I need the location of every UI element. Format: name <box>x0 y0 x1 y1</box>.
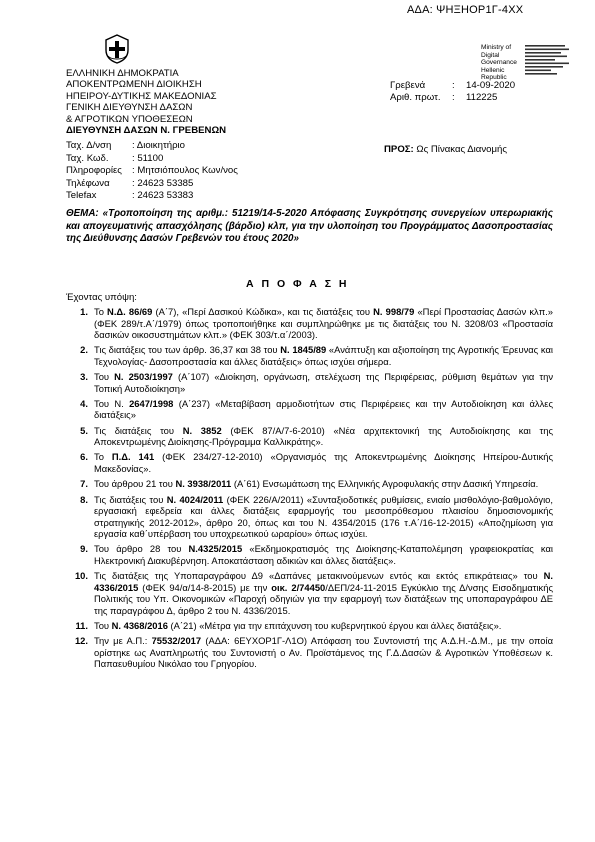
contact-label: Telefax <box>66 190 97 202</box>
list-item-text <box>94 306 553 341</box>
list-item-fragment: (Α΄7), «Περί Δασικού Κώδικα», και τις διατάξεις του <box>152 306 374 317</box>
list-item-number: 10. <box>74 570 88 582</box>
list-item <box>66 344 553 367</box>
list-item-text <box>94 478 553 490</box>
greek-emblem-icon <box>104 34 130 64</box>
list-item-number: 7. <box>80 478 88 490</box>
signature-details-scribble <box>525 45 571 79</box>
stamp-line: Hellenic Republic <box>481 66 507 82</box>
recipient <box>384 144 507 155</box>
list-item-number: 4. <box>80 397 88 409</box>
list-item-fragment: Του Ν. <box>94 397 130 409</box>
list-item-fragment: «Περί Προστασίας Δασών κλπ.» (ΦΕΚ 289/τ.Α΄/1979) όπως τροποποιήθηκε και συμπληρώθηκε με τις διατάξεις του Ν. 3208/03 «Προστασία δασικών οικοσυστημάτων κλπ.» (ΦΕΚ 303/τ.α΄/2003). <box>94 306 553 340</box>
law-reference: Ν. 4024/2011 <box>166 493 224 505</box>
issuer-header <box>66 68 226 136</box>
meta-value: 14-09-2020 <box>466 80 516 91</box>
list-item-text <box>94 398 553 421</box>
list-item-text <box>94 620 553 632</box>
list-item-text <box>94 494 553 540</box>
recipient-label: ΠΡΟΣ: <box>384 144 414 155</box>
law-reference: Ν. 998/79 <box>373 306 415 317</box>
contact-value: : 51100 <box>132 152 164 164</box>
list-item <box>66 425 553 448</box>
law-reference: 2647/1998 <box>129 397 174 409</box>
list-item <box>66 451 553 474</box>
law-reference: Ν. 1845/89 <box>280 344 327 356</box>
list-item <box>66 494 553 540</box>
law-reference: Ν. 3938/2011 <box>175 478 232 490</box>
list-item-fragment: Τις διατάξεις της Υποπαραγράφου Δ9 «Δαπάνες μετακινούμενων εντός και εκτός επικράτειας» του <box>94 570 544 582</box>
considering-label: Έχοντας υπόψη: <box>66 292 137 303</box>
list-item-number: 5. <box>80 424 88 436</box>
header-line: ΗΠΕΙΡΟΥ-ΔΥΤΙΚΗΣ ΜΑΚΕΔΟΝΙΑΣ <box>66 90 217 102</box>
contact-info <box>66 140 238 203</box>
recipient-value: Ως Πίνακας Διανομής <box>416 144 507 155</box>
list-item <box>66 570 553 616</box>
list-item-number: 6. <box>80 451 88 463</box>
list-item-fragment: (ΦΕΚ 94/α/14-8-2015) με την <box>138 581 272 593</box>
list-item-fragment: (ΦΕΚ 226/Α/2011) «Συνταξιοδοτικές ρυθμίσεις, ενιαίο μισθολόγιο-βαθμολόγιο, εργασιακή εφεδρεία και άλλες διατάξεις εφαρμογής του μεσοπρόθεσμου πλαισίου δημοσιονομικής στρατηγικής 2012-2012», άρθρο 20, όπως και του Ν. 4354/2015 (176 τ.Α΄/16-12-2015) «Αποζημίωση για εργασία καθ΄υπέρβαση του υποχρεωτικού ωραρίου» όπως ισχύει. <box>94 493 554 540</box>
list-item-number: 8. <box>80 493 88 505</box>
list-item-fragment: Τις διατάξεις του <box>94 493 167 505</box>
law-reference: Π.Δ. 141 <box>111 451 155 463</box>
list-item-text <box>94 635 553 670</box>
list-item-number: 1. <box>80 306 88 317</box>
law-reference: οικ. 2/74450 <box>271 581 326 593</box>
law-reference: Ν. 3852 <box>182 424 222 436</box>
header-line: ΕΛΛΗΝΙΚΗ ΔΗΜΟΚΡΑΤΙΑ <box>66 68 179 79</box>
list-item <box>66 478 553 490</box>
contact-label: Ταχ. Κωδ. <box>66 152 109 164</box>
list-item-fragment: Το <box>94 451 112 463</box>
header-line: ΓΕΝΙΚΗ ΔΙΕΥΘΥΝΣΗ ΔΑΣΩΝ <box>66 102 193 114</box>
list-item-fragment: Του άρθρο 28 του <box>94 543 189 555</box>
list-item-fragment: «Εκδημοκρατισμός της Διοίκησης-Καταπολέμηση γραφειοκρατίας και Ηλεκτρονική Διακυβέρνηση. Αποκατάσταση αδικιών και άλλες διατάξεις». <box>94 543 553 566</box>
list-item-fragment: Τις διατάξεις του <box>94 424 183 436</box>
directorate-title: ΔΙΕΥΘΥΝΣΗ ΔΑΣΩΝ Ν. ΓΡΕΒΕΝΩΝ <box>66 125 227 137</box>
list-item-fragment: Του άρθρου 21 του <box>94 478 176 490</box>
decision-title: Α Π Ο Φ Α Σ Η <box>245 278 350 290</box>
list-item-fragment: (Α΄107) «Διοίκηση, οργάνωση, στελέχωση της Περιφέρειας, ρύθμιση θεμάτων για την Τοπική Αυτοδιοίκηση» <box>94 371 554 394</box>
list-item-text <box>94 425 553 448</box>
header-line: & ΑΓΡΟΤΙΚΩΝ ΥΠΟΘΕΣΕΩΝ <box>66 113 193 125</box>
stamp-line: Ministry of Digital <box>481 44 512 59</box>
list-item-fragment: Την με Α.Π.: <box>94 635 152 647</box>
law-reference: Ν. 2503/1997 <box>114 371 173 383</box>
list-item-fragment: (ΦΕΚ 234/27-12-2010) «Οργανισμός της Αποκεντρωμένης Διοίκησης Ηπείρου-Δυτικής Μακεδονίας». <box>94 451 554 474</box>
meta-row-protocol: Αριθ. πρωτ. : 112225 <box>390 92 498 104</box>
contact-value: : 24623 53385 <box>132 177 194 189</box>
list-item-text <box>94 570 553 616</box>
list-item-fragment: Το <box>94 306 108 317</box>
subject-paragraph: ΘΕΜΑ: «Τροποποίηση της αριθμ.: 51219/14-5-2020 Απόφασης Συγκρότησης συνεργείων υπερωριακής και απογευματινής απασχόλησης (βάρδιο) κλπ, για την υλοποίηση του Προγράμματος Δασοπροστασίας της Διεύθυνσης Δασών Γρεβενών του έτους 2020» <box>66 208 553 245</box>
list-item-fragment: Του <box>94 619 112 631</box>
contact-value: : 24623 53383 <box>132 190 194 202</box>
list-item-number: 12. <box>74 635 88 647</box>
list-item-text <box>94 344 553 367</box>
considerations-list <box>66 306 553 674</box>
list-item-text <box>94 451 553 474</box>
list-item <box>66 371 553 394</box>
law-reference: Ν.Δ. 86/69 <box>107 306 153 317</box>
meta-value: 112225 <box>466 92 498 104</box>
ada-code: ΑΔΑ: ΨΗΞΗΟΡ1Γ-4ΧΧ <box>407 4 524 16</box>
list-item-number: 11. <box>75 619 88 631</box>
header-line: ΑΠΟΚΕΝΤΡΩΜΕΝΗ ΔΙΟΙΚΗΣΗ <box>66 79 202 91</box>
contact-value: : Μητσιόπουλος Κων/νος <box>132 165 238 177</box>
list-item-fragment: Τις διατάξεις του των άρθρ. 36,37 και 38 του <box>94 344 281 356</box>
list-item-fragment: (Α΄21) «Μέτρα για την επιτάχυνση του κυβερνητικού έργου και άλλες διατάξεις». <box>167 619 502 631</box>
list-item-fragment: (Α΄61) Ενσωμάτωση της Ελληνικής Αγροφυλακής στην Δασική Υπηρεσία. <box>231 478 539 490</box>
contact-label: Τηλέφωνα <box>66 177 110 189</box>
list-item-fragment: «Ανάπτυξη και αξιοποίηση της Αγροτικής Έρευνας και Τεχνολογίας- Δασοπροστασία και άλλες διατάξεις» όπως ισχύει σήμερα. <box>94 344 553 367</box>
list-item <box>66 543 553 566</box>
list-item-fragment: (ΦΕΚ 87/Α/7-6-2010) «Νέα αρχιτεκτονική της Αυτοδιοίκησης και της Αποκεντρωμένης Διοίκησης-Πρόγραμμα Καλλικράτης». <box>94 424 553 448</box>
list-item-text <box>94 543 553 566</box>
list-item <box>66 620 553 632</box>
list-item <box>66 635 553 670</box>
meta-label: Αριθ. πρωτ. <box>390 92 441 104</box>
list-item-fragment: (Α΄237) «Μεταβίβαση αρμοδιοτήτων στις Περιφέρειες και την Αυτοδιοίκηση και άλλες διατάξεις» <box>94 397 553 421</box>
meta-label: Γρεβενά <box>390 80 426 91</box>
contact-value: : Διοικητήριο <box>132 140 185 151</box>
document-meta <box>390 80 515 104</box>
meta-row-date: Γρεβενά : 14-09-2020 <box>390 80 516 91</box>
list-item <box>66 306 553 341</box>
list-item-fragment: (ΑΔΑ: 6ΕΥΧΟΡ1Γ-Λ1Ο) Απόφαση του Συντονιστή της Α.Δ.Η.-Δ.Μ., με την οποία ορίστηκε ως Αναπληρωτής του Συντονιστή ο Αν. Προϊστάμενος της Γ.Δ.Δασών & Αγροτικών Υποθέσεων κ. Παπαευθυμίου Νικόλαο του Γρηγορίου. <box>94 635 553 670</box>
list-item-fragment: /ΔΕΠ/24-11-2015 Εγκύκλιο της Δ/νσης Εισοδηματικής Πολιτικής του Υπ. Οικονομικών «Παροχή οδηγιών για την εφαρμογή των διατάξεων της υποπαραγράφου ΔΕ της παραγράφου Δ, άρθρο 2 του Ν. 4336/2015. <box>94 581 553 616</box>
list-item-number: 9. <box>80 543 88 555</box>
list-item-text <box>94 371 553 394</box>
contact-label: Πληροφορίες <box>66 165 122 177</box>
law-reference: 75532/2017 <box>151 635 202 647</box>
contact-label: Ταχ. Δ/νση <box>66 140 112 151</box>
law-reference: Ν. 4336/2015 <box>94 570 553 593</box>
law-reference: Ν. 4368/2016 <box>111 619 168 631</box>
list-item-fragment: Του <box>94 371 115 383</box>
list-item-number: 3. <box>80 371 88 383</box>
list-item-number: 2. <box>80 344 88 356</box>
stamp-line: Governance <box>481 59 517 67</box>
law-reference: Ν.4325/2015 <box>188 543 243 555</box>
list-item <box>66 398 553 421</box>
